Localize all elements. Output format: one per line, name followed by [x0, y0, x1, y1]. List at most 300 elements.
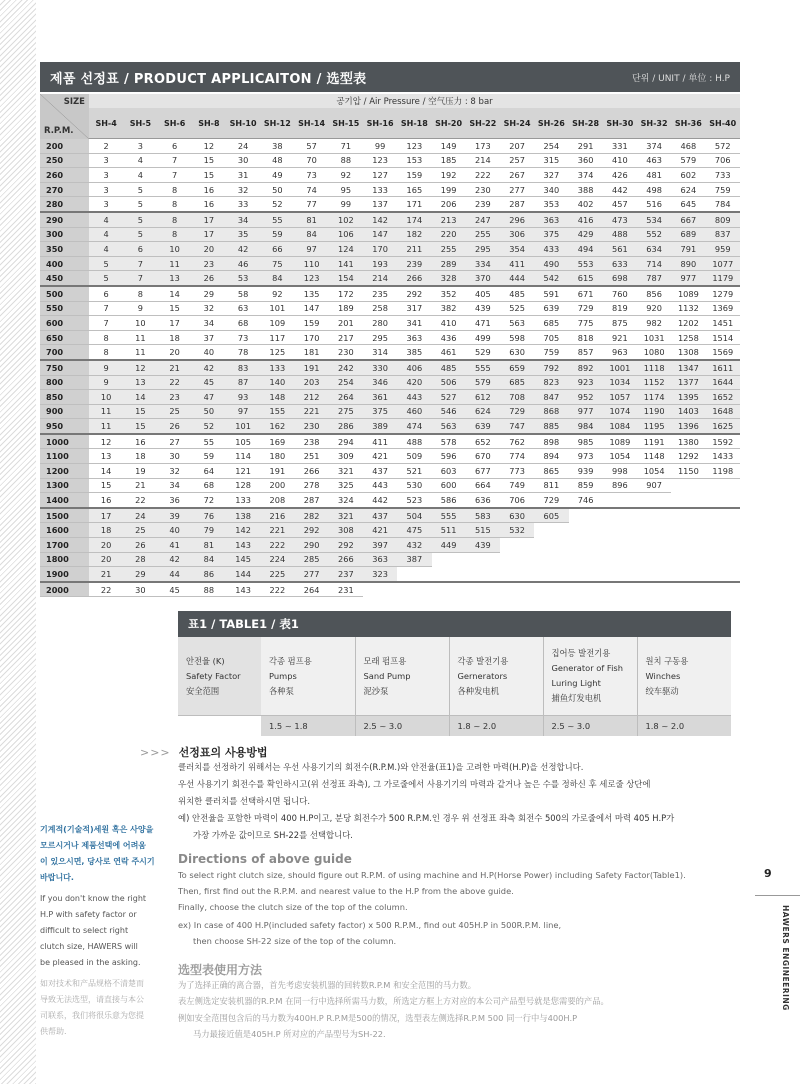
hp-cell	[603, 567, 637, 582]
hp-cell: 220	[432, 227, 466, 242]
rpm-cell: 950	[40, 419, 89, 434]
hp-cell: 99	[363, 139, 397, 154]
hp-cell: 4	[89, 227, 123, 242]
rpm-cell: 700	[40, 345, 89, 360]
hp-cell: 685	[500, 375, 534, 390]
safety-factor-value: 1.8 ~ 2.0	[449, 716, 543, 737]
hp-cell: 181	[295, 345, 329, 360]
guide-ko-line: 우선 사용기기 회전수를 확인하시고(위 선정표 좌측), 그 가로줄에서 사용기기의 마력과 같거나 높은 수를 정하신 후 세로줄 상단에	[178, 779, 651, 789]
hp-cell: 127	[363, 168, 397, 183]
hp-cell: 213	[432, 212, 466, 227]
hp-cell: 634	[637, 242, 671, 257]
hp-cell: 84	[260, 271, 294, 286]
hp-cell: 959	[706, 242, 741, 257]
hp-cell: 443	[397, 390, 431, 405]
hp-cell: 295	[363, 330, 397, 345]
hp-cell: 1054	[637, 464, 671, 479]
hp-cell: 35	[226, 227, 260, 242]
hp-cell: 340	[534, 182, 568, 197]
hp-cell: 294	[329, 434, 363, 449]
hp-cell: 72	[192, 493, 226, 508]
hp-cell: 9	[123, 301, 157, 316]
model-header: SH-16	[363, 108, 397, 139]
hp-cell: 330	[363, 360, 397, 375]
hp-cell: 563	[432, 419, 466, 434]
hp-cell: 26	[192, 271, 226, 286]
hp-cell: 847	[534, 390, 568, 405]
hp-cell: 516	[637, 197, 671, 212]
hp-cell: 542	[534, 271, 568, 286]
model-header: SH-36	[671, 108, 705, 139]
hp-cell: 124	[329, 242, 363, 257]
hp-cell	[603, 523, 637, 538]
hp-cell: 30	[158, 449, 192, 464]
hp-cell: 8	[158, 182, 192, 197]
hp-cell: 410	[432, 316, 466, 331]
hp-cell: 791	[671, 242, 705, 257]
table-row	[40, 523, 740, 538]
hp-cell: 239	[397, 256, 431, 271]
hp-cell: 66	[260, 242, 294, 257]
hp-cell: 563	[500, 316, 534, 331]
hp-cell: 437	[363, 464, 397, 479]
model-header: SH-10	[226, 108, 260, 139]
hp-cell: 509	[397, 449, 431, 464]
hp-cell: 17	[158, 316, 192, 331]
hp-cell: 7	[123, 256, 157, 271]
hp-cell: 3	[89, 197, 123, 212]
rpm-cell: 260	[40, 168, 89, 183]
hp-cell: 292	[329, 538, 363, 553]
hp-cell: 433	[534, 242, 568, 257]
hp-cell: 290	[295, 538, 329, 553]
hp-cell	[569, 582, 603, 597]
hp-cell: 923	[569, 375, 603, 390]
hp-cell: 169	[260, 434, 294, 449]
hp-cell: 370	[466, 271, 500, 286]
hp-cell: 7	[123, 271, 157, 286]
hp-cell: 532	[500, 523, 534, 538]
hp-cell: 506	[432, 375, 466, 390]
hp-cell: 525	[500, 301, 534, 316]
hp-cell: 429	[569, 227, 603, 242]
hp-cell: 1077	[706, 256, 741, 271]
hp-cell: 705	[534, 330, 568, 345]
hp-cell	[534, 538, 568, 553]
hp-cell: 101	[226, 419, 260, 434]
hp-cell: 667	[671, 212, 705, 227]
air-pressure-label: 공기압 / Air Pressure / 空气压力 : 8 bar	[89, 94, 740, 108]
hp-cell: 280	[363, 316, 397, 331]
hp-cell: 1292	[671, 449, 705, 464]
hp-cell: 285	[295, 552, 329, 567]
hp-cell: 14	[89, 464, 123, 479]
table-row	[40, 330, 740, 345]
hp-cell: 5	[123, 227, 157, 242]
hp-cell: 410	[603, 153, 637, 168]
hp-cell: 671	[569, 286, 603, 301]
hp-cell: 18	[158, 330, 192, 345]
hp-cell	[671, 538, 705, 553]
hp-cell: 37	[192, 330, 226, 345]
hp-cell: 952	[569, 390, 603, 405]
hp-cell	[706, 538, 741, 553]
hp-cell: 523	[397, 493, 431, 508]
hp-cell: 612	[466, 390, 500, 405]
hp-cell: 142	[363, 212, 397, 227]
hp-cell: 1152	[637, 375, 671, 390]
hp-cell: 321	[329, 464, 363, 479]
hp-cell: 474	[397, 419, 431, 434]
hp-cell: 471	[466, 316, 500, 331]
hp-cell: 461	[432, 345, 466, 360]
table-row	[40, 508, 740, 523]
hp-cell: 898	[534, 434, 568, 449]
hp-cell	[637, 538, 671, 553]
hp-cell: 4	[123, 153, 157, 168]
hp-cell: 289	[432, 256, 466, 271]
rpm-cell: 1900	[40, 567, 89, 582]
model-header: SH-4	[89, 108, 123, 139]
hp-cell: 363	[534, 212, 568, 227]
hp-cell: 325	[329, 478, 363, 493]
hp-cell: 591	[534, 286, 568, 301]
hp-cell: 729	[569, 301, 603, 316]
hp-cell: 323	[363, 567, 397, 582]
model-header: SH-15	[329, 108, 363, 139]
hp-cell: 92	[329, 168, 363, 183]
hp-cell: 1148	[637, 449, 671, 464]
hp-cell: 76	[192, 508, 226, 523]
hp-cell: 211	[397, 242, 431, 257]
hp-cell: 998	[603, 464, 637, 479]
hp-cell: 79	[192, 523, 226, 538]
hp-cell: 1034	[603, 375, 637, 390]
hp-cell: 499	[466, 330, 500, 345]
hp-cell: 1054	[603, 449, 637, 464]
hp-cell: 25	[123, 523, 157, 538]
hp-cell: 639	[534, 301, 568, 316]
model-header: SH-20	[432, 108, 466, 139]
guide-ko-line: 예) 안전율을 포함한 마력이 400 H.P이고, 분당 회전수가 500 R.P.M.인 경우 위 선정표 좌측 회전수 500의 가로줄에서 마력 405 H.P가	[178, 813, 675, 823]
hp-cell: 760	[603, 286, 637, 301]
hp-cell: 53	[226, 271, 260, 286]
hp-cell	[569, 523, 603, 538]
hp-cell: 137	[363, 197, 397, 212]
hp-cell: 8	[158, 212, 192, 227]
table-row	[40, 434, 740, 449]
sidebar-note-ko: 기계적(기술적)세원 혹은 사양을 모르시거나 제품선택에 어려움 이 있으시면, 당사로 연락 주시기 바랍니다.	[40, 825, 155, 882]
hp-cell: 1569	[706, 345, 741, 360]
hp-cell	[534, 523, 568, 538]
hp-cell: 71	[329, 139, 363, 154]
model-header: SH-32	[637, 108, 671, 139]
hp-cell: 856	[637, 286, 671, 301]
hp-cell: 7	[158, 153, 192, 168]
hp-cell	[671, 567, 705, 582]
table-row	[40, 360, 740, 375]
hp-cell: 143	[226, 538, 260, 553]
hp-cell: 698	[603, 271, 637, 286]
hp-cell: 237	[329, 567, 363, 582]
hp-cell: 639	[466, 419, 500, 434]
rpm-cell: 750	[40, 360, 89, 375]
hp-cell: 985	[569, 434, 603, 449]
model-header: SH-30	[603, 108, 637, 139]
hp-cell: 48	[260, 153, 294, 168]
hp-cell: 70	[295, 153, 329, 168]
hp-cell: 97	[295, 242, 329, 257]
hp-cell: 295	[466, 242, 500, 257]
hp-cell: 749	[500, 478, 534, 493]
hp-cell: 42	[192, 360, 226, 375]
hp-cell: 18	[123, 449, 157, 464]
rpm-cell: 350	[40, 242, 89, 257]
hp-cell: 8	[158, 197, 192, 212]
hp-cell: 1592	[706, 434, 741, 449]
hp-cell: 251	[295, 449, 329, 464]
rpm-cell: 650	[40, 330, 89, 345]
hp-cell: 819	[603, 301, 637, 316]
hp-cell: 4	[89, 212, 123, 227]
hp-cell	[603, 493, 637, 508]
table-row	[40, 493, 740, 508]
hp-cell: 787	[637, 271, 671, 286]
hp-cell: 128	[226, 478, 260, 493]
hp-cell: 488	[397, 434, 431, 449]
hp-cell: 15	[192, 153, 226, 168]
table-row	[40, 478, 740, 493]
hp-cell	[671, 523, 705, 538]
rpm-cell: 400	[40, 256, 89, 271]
hp-cell: 174	[397, 212, 431, 227]
hp-cell: 630	[500, 345, 534, 360]
table-row	[40, 582, 740, 597]
rpm-cell: 850	[40, 390, 89, 405]
hp-cell: 7	[89, 316, 123, 331]
hp-cell: 8	[158, 227, 192, 242]
hp-cell: 9	[89, 360, 123, 375]
table-row	[40, 197, 740, 212]
hp-cell: 615	[569, 271, 603, 286]
table-row	[40, 538, 740, 553]
hp-cell: 140	[260, 375, 294, 390]
hp-cell: 896	[603, 478, 637, 493]
hp-cell: 57	[295, 139, 329, 154]
hp-cell: 729	[534, 493, 568, 508]
hp-cell: 242	[329, 360, 363, 375]
hp-cell: 328	[432, 271, 466, 286]
hp-cell: 439	[466, 538, 500, 553]
hp-cell	[432, 552, 466, 567]
hp-cell: 706	[500, 493, 534, 508]
hp-cell: 200	[260, 478, 294, 493]
hp-cell: 1195	[637, 419, 671, 434]
hp-cell: 811	[534, 478, 568, 493]
hp-cell: 485	[432, 360, 466, 375]
hp-cell: 1191	[637, 434, 671, 449]
hp-cell	[432, 582, 466, 597]
hp-cell: 114	[226, 449, 260, 464]
hp-cell: 206	[432, 197, 466, 212]
rpm-cell: 800	[40, 375, 89, 390]
application-cell: 각종 발전기용 Gernerators 各种发电机	[449, 637, 543, 716]
hp-cell: 775	[569, 316, 603, 331]
hp-cell	[637, 582, 671, 597]
hp-cell: 49	[260, 168, 294, 183]
safety-factor-table	[178, 637, 731, 736]
hp-cell: 99	[329, 197, 363, 212]
hp-cell: 1074	[603, 404, 637, 419]
guide-en-line: To select right clutch size, should figure out R.P.M. of using machine and H.P(Horse Power) including Safety Factor(Table1).	[178, 870, 686, 880]
hp-cell: 331	[603, 139, 637, 154]
hp-cell: 11	[89, 404, 123, 419]
rpm-cell: 200	[40, 139, 89, 154]
hp-cell: 443	[363, 478, 397, 493]
hp-cell	[534, 582, 568, 597]
hp-cell: 55	[260, 212, 294, 227]
hp-cell: 375	[363, 404, 397, 419]
hp-cell: 68	[192, 478, 226, 493]
application-cell: 모래 펌프용 Sand Pump 泥沙泵	[355, 637, 449, 716]
hp-cell: 125	[260, 345, 294, 360]
table-row	[40, 567, 740, 582]
application-cell: 집어등 발전기용 Generator of Fish Luring Light 捕鱼灯发电机	[543, 637, 637, 716]
rpm-cell: 600	[40, 316, 89, 331]
table-row	[40, 390, 740, 405]
hp-cell: 221	[260, 523, 294, 538]
hp-cell	[637, 508, 671, 523]
hp-cell: 792	[534, 360, 568, 375]
hp-cell: 15	[192, 168, 226, 183]
hp-cell: 4	[89, 242, 123, 257]
guide-en-line: ex) In case of 400 H.P(included safety factor) x 500 R.P.M., find out 405H.P in 500R.P.M. line,	[178, 920, 562, 930]
hp-cell: 222	[466, 168, 500, 183]
hp-cell: 921	[603, 330, 637, 345]
hp-cell: 1089	[603, 434, 637, 449]
safety-factor-spacer	[178, 716, 261, 737]
hp-cell: 645	[671, 197, 705, 212]
hp-cell: 306	[500, 227, 534, 242]
hp-cell: 59	[260, 227, 294, 242]
hp-cell: 498	[637, 182, 671, 197]
hp-cell: 8	[89, 330, 123, 345]
hp-cell: 1648	[706, 404, 741, 419]
hp-cell	[569, 567, 603, 582]
hp-cell: 21	[89, 567, 123, 582]
hp-cell: 490	[534, 256, 568, 271]
hp-cell: 308	[329, 523, 363, 538]
hp-cell: 180	[260, 449, 294, 464]
safety-factor-value: 1.5 ~ 1.8	[261, 716, 355, 737]
hp-cell: 1202	[671, 316, 705, 331]
table-row	[40, 212, 740, 227]
hp-cell: 1377	[671, 375, 705, 390]
hp-cell: 19	[123, 464, 157, 479]
hp-cell: 30	[226, 153, 260, 168]
hp-cell: 231	[329, 582, 363, 597]
hp-cell	[500, 567, 534, 582]
hp-cell: 1308	[671, 345, 705, 360]
hp-cell: 45	[158, 582, 192, 597]
guide-cn-line: 例如安全范围包含后的马力数为400H.P R.P.M是500的情况，选型表左侧选择R.P.M 500 同一行中与400H.P	[178, 1013, 578, 1023]
hp-cell: 982	[637, 316, 671, 331]
hp-cell: 494	[569, 242, 603, 257]
hp-cell	[637, 493, 671, 508]
hp-cell: 41	[158, 538, 192, 553]
hp-cell	[500, 552, 534, 567]
hp-cell: 221	[295, 404, 329, 419]
hp-cell: 212	[295, 390, 329, 405]
hp-cell	[534, 567, 568, 582]
hp-cell: 555	[432, 508, 466, 523]
hp-cell: 291	[569, 139, 603, 154]
hp-cell: 762	[500, 434, 534, 449]
hp-cell: 1179	[706, 271, 741, 286]
hp-cell: 1084	[603, 419, 637, 434]
hp-cell	[706, 478, 741, 493]
hp-cell	[569, 508, 603, 523]
rpm-cell: 1100	[40, 449, 89, 464]
sidebar-note-en: If you don't know the right H.P with safety factor or difficult to select right clutch size, HAWERS will be pleased in the asking.	[40, 894, 147, 967]
hp-cell: 264	[329, 390, 363, 405]
guide-ko-line: 가장 가까운 값이므로 SH-22를 선택합니다.	[193, 830, 353, 840]
hp-cell: 605	[534, 508, 568, 523]
hp-cell	[706, 493, 741, 508]
hp-cell: 109	[260, 316, 294, 331]
hp-cell: 92	[260, 286, 294, 301]
hp-cell: 1380	[671, 434, 705, 449]
hp-cell: 457	[603, 197, 637, 212]
hp-cell: 354	[500, 242, 534, 257]
hp-cell: 32	[226, 182, 260, 197]
hp-cell: 81	[192, 538, 226, 553]
hp-cell: 8	[89, 345, 123, 360]
hp-cell	[671, 582, 705, 597]
table-row	[40, 464, 740, 479]
hp-cell: 363	[397, 330, 431, 345]
hp-cell: 689	[671, 227, 705, 242]
hp-cell: 26	[123, 538, 157, 553]
hp-cell	[603, 552, 637, 567]
rpm-cell: 280	[40, 197, 89, 212]
guide-ko-line: 위치한 클러치를 선택하시면 됩니다.	[178, 796, 311, 806]
hp-cell: 360	[569, 153, 603, 168]
hp-cell: 77	[295, 197, 329, 212]
hp-cell: 463	[637, 153, 671, 168]
hp-cell: 1652	[706, 390, 741, 405]
hp-cell	[534, 552, 568, 567]
hp-cell: 208	[260, 493, 294, 508]
hp-cell	[397, 567, 431, 582]
hp-cell: 8	[123, 286, 157, 301]
model-header: SH-8	[192, 108, 226, 139]
hp-cell: 327	[534, 168, 568, 183]
hp-cell: 529	[466, 345, 500, 360]
hp-cell: 216	[260, 508, 294, 523]
rpm-cell: 1800	[40, 552, 89, 567]
hp-cell	[397, 582, 431, 597]
hp-cell: 123	[295, 271, 329, 286]
hp-cell: 6	[158, 139, 192, 154]
hp-cell: 387	[397, 552, 431, 567]
hp-cell: 170	[363, 242, 397, 257]
hp-cell: 13	[89, 449, 123, 464]
hp-cell: 977	[671, 271, 705, 286]
hp-cell: 603	[432, 464, 466, 479]
hp-cell: 266	[329, 552, 363, 567]
hp-cell: 11	[158, 256, 192, 271]
